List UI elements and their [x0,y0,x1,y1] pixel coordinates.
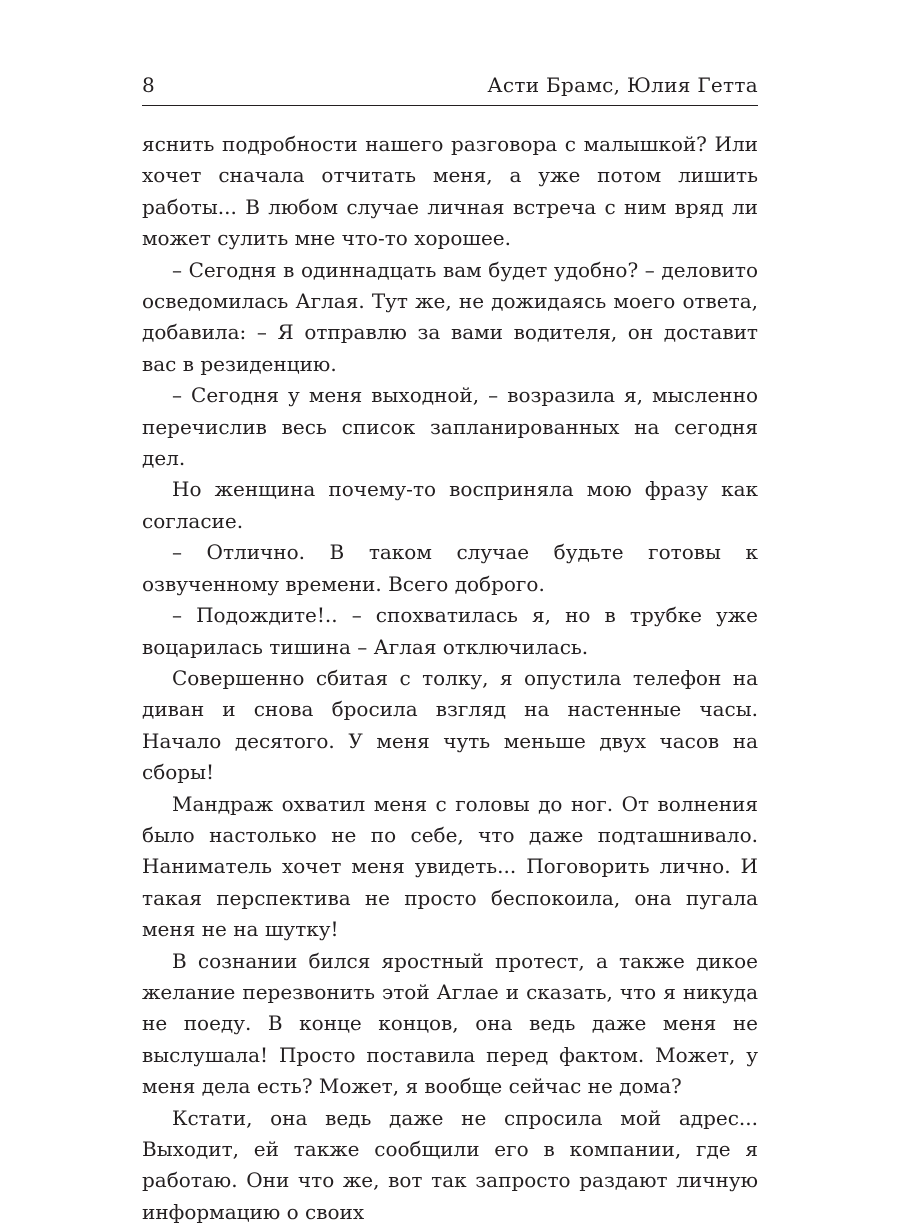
paragraph-6: – Подождите!.. – спохватилась я, но в трубке уже воцарилась тишина – Аглая отключилась. [142,603,758,659]
paragraph-1: яснить подробности нашего разговора с малышкой? Или хочет сначала отчитать меня, а уже потом лишить работы... В любом случае личная встреча с ним вряд ли может сулить мне что-то хорошее. [142,132,758,251]
paragraph-7: Совершенно сбитая с толку, я опустила телефон на диван и снова бросила взгляд на настенные часы. Начало десятого. У меня чуть меньше двух часов на сборы! [142,665,758,785]
running-title: Асти Брамс, Юлия Гетта [487,73,758,97]
paragraph-5: – Отлично. В таком случае будьте готовы к озвученному времени. Всего доброго. [142,540,758,596]
paragraph-2: – Сегодня в одиннадцать вам будет удобно? – деловито осведомилась Аглая. Тут же, не дожидаясь моего ответа, добавила: – Я отправлю за вами водителя, он доставит вас в резиденцию. [142,257,758,376]
running-head [142,70,758,100]
paragraph-4: Но женщина почему-то восприняла мою фразу как согласие. [142,477,758,533]
body-text [142,129,758,1228]
paragraph-3: – Сегодня у меня выходной, – возразила я, мысленно перечислив весь список запланированных на сегодня дел. [142,383,758,471]
header-rule [142,105,758,106]
paragraph-8: Мандраж охватил меня с головы до ног. От волнения было настолько не по себе, что даже подташнивало. Наниматель хочет меня увидеть... Поговорить лично. И такая перспектива не просто беспокоила, она пугала меня не на шутку! [142,791,758,942]
paragraph-9: В сознании бился яростный протест, а также дикое желание перезвонить этой Аглае и сказать, что я никуда не поеду. В конце концов, она ведь даже меня не выслушала! Просто поставила перед фактом. Может, у меня дела есть? Может, я вообще сейчас не дома? [142,948,758,1099]
page-number: 8 [142,73,155,97]
paragraph-10: Кстати, она ведь даже не спросила мой адрес... Выходит, ей также сообщили его в компании, где я работаю. Они что же, вот так запросто раздают личную информацию о своих [142,1105,758,1224]
